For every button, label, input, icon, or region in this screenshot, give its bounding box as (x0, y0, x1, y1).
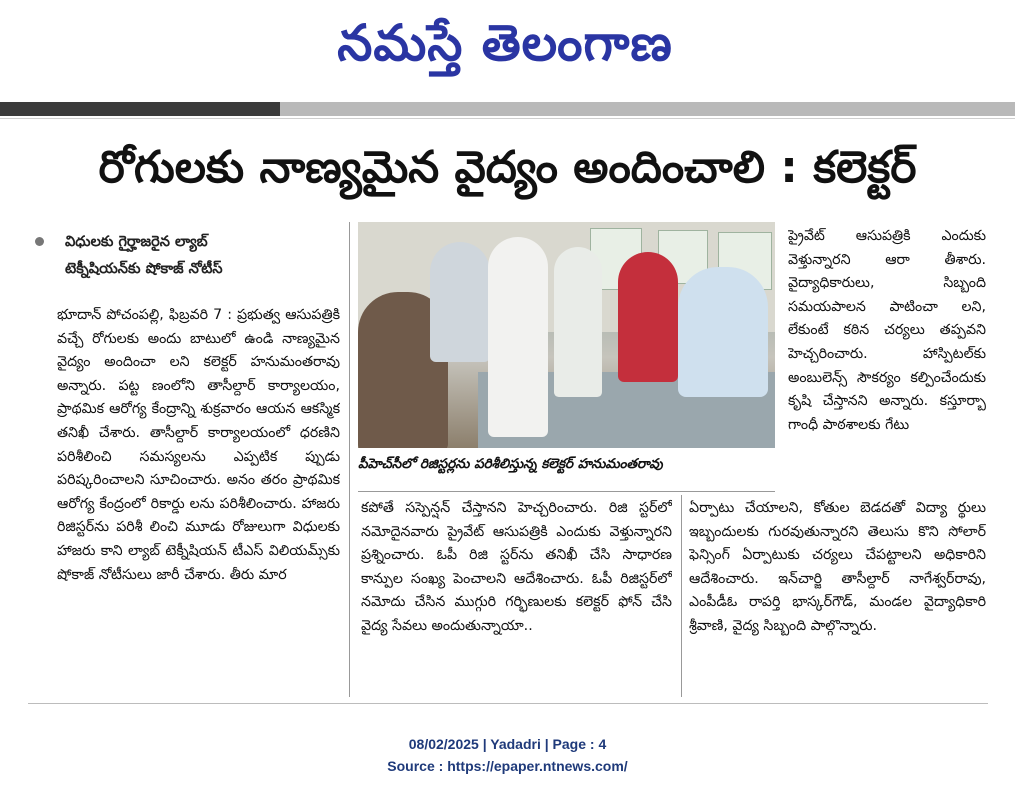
footer-date-edition: 08/02/2025 | Yadadri | Page : 4 (408, 736, 607, 752)
footer-rule (28, 703, 988, 704)
photo-person (554, 247, 602, 397)
masthead (0, 0, 1015, 95)
subhead-line-2: టెక్నీషియన్‌కు షోకాజ్ నోటీస్ (65, 261, 223, 277)
article-photo (358, 222, 775, 448)
column-1-text: భూదాన్ పోచంపల్లి, ఫిబ్రవరి 7 : ప్రభుత్వ ఆసుపత్రికి వచ్చే రోగులకు అందు బాటులో ఉండి నాణ్యమైన వైద్యం అందించా లని కలెక్టర్ హనుమంతరావు అన్నారు. పట్ట ణంలోని తాసీల్దార్ కార్యాలయం, ప్రాథమిక ఆరోగ్య కేంద్రాన్ని శుక్రవారం ఆయన ఆకస్మిక తనిఖీ చేశారు. తాసీల్దార్ కార్యాలయంలో ధరణిని పరిశీలించి సమస్యలను ఎప్పటిక ప్పుడు పరిష్కరించాలని సూచించారు. అనం తరం ప్రాథమిక ఆరోగ్య కేంద్రంలో రికార్డు లను పరిశీలించారు. హాజరు రిజిస్టర్‌ను పరిశీ లించి మూడు రోజులుగా విధులకు హాజరు కాని ల్యాబ్ టెక్నీషియన్ టీఎస్ విలియమ్స్‌కు షోకాజ్ నోటీసులు జారీ చేశారు. తీరు మార (57, 307, 340, 583)
caption-rule (358, 491, 775, 492)
column-3-bottom-text: ఏర్పాటు చేయాలని, కోతుల బెడదతో విద్యా ర్థులు ఇబ్బందులకు గురవుతున్నారని తెలుసు కొని సోలార్ ఫెన్సింగ్ ఏర్పాటుకు చర్యలు చేపట్టాలని అధికారిని ఆదేశించారు. ఇన్‌చార్జి తాసీల్దార్ నాగేశ్వర్‌రావు, ఎంపీడీఓ రాపర్తి భాస్కర్‌గౌడ్, మండల వైద్యాధికారి శ్రీవాణి, వైద్య సిబ్బంది పాల్గొన్నారు. (689, 500, 986, 634)
footer-source: Source : https://epaper.ntnews.com/ (387, 758, 628, 774)
photo-person (488, 237, 548, 437)
newspaper-logo: నమస్తే తెలంగాణ (337, 14, 673, 72)
subhead-text (65, 229, 335, 283)
subhead (35, 229, 335, 289)
photo-person (678, 267, 768, 397)
article-headline: రోగులకు నాణ్యమైన వైద్యం అందించాలి : కలెక్టర్ (98, 142, 917, 193)
photo-person (618, 252, 678, 382)
article-column-3-top (788, 225, 986, 487)
column-divider (681, 495, 682, 697)
bullet-icon (35, 237, 44, 246)
column-divider (349, 222, 350, 697)
column-3-top-text: ప్రైవేట్ ఆసుపత్రికి ఎందుకు వెళ్తున్నారని ఆరా తీశారు. వైద్యాధికారులు, సిబ్బంది సమయపాలన పాటించా లని, లేకుంటే కఠిన చర్యలు తప్పవని హెచ్చరించారు. హాస్పిటల్‌కు అంబులెన్స్ సౌకర్యం కల్పించేందుకు కృషి చేస్తానని అన్నారు. కస్తూర్బా గాంధీ పాఠశాలకు గేటు (788, 228, 986, 433)
article-column-1 (57, 304, 340, 700)
photo-person (430, 242, 490, 362)
subhead-line-1: విధులకు గైర్హాజరైన ల్యాబ్ (65, 234, 208, 250)
masthead-rule-gray (280, 102, 1015, 116)
masthead-rule-dark (0, 102, 280, 116)
article-column-2 (361, 497, 672, 697)
column-2-text: కపోతే సస్పెన్షన్ చేస్తానని హెచ్చరించారు. రిజి స్టర్‌లో నమోదైనవారు ప్రైవేట్ ఆసుపత్రికి ఎందుకు వెళ్తున్నారని ప్రశ్నించారు. ఓపీ రిజి స్టర్‌ను తనిఖీ చేసి సాధారణ కాన్పుల సంఖ్య పెంచాలని ఆదేశించారు. ఓపీ రిజిస్టర్‌లో నమోదు చేసిన ముగ్గురి గర్భిణులకు కలెక్టర్ ఫోన్ చేసి వైద్య సేవలు అందుతున్నాయా.. (361, 500, 672, 634)
page-footer (0, 733, 1015, 777)
masthead-rule-thin (0, 118, 1015, 119)
photo-caption: పీహెచ్‌సీలో రిజిస్టర్లను పరిశీలిస్తున్న కలెక్టర్ హనుమంతరావు (358, 456, 663, 472)
article-column-3-bottom (689, 497, 986, 697)
